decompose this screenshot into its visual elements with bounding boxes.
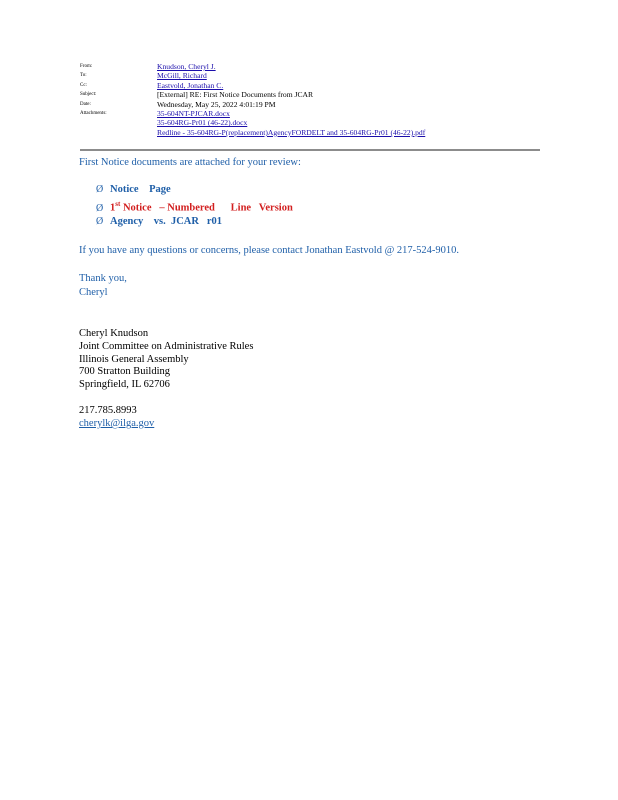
signature-block bbox=[79, 328, 253, 392]
bullet-item bbox=[96, 216, 293, 232]
signature-city: Springfield, IL 62706 bbox=[79, 379, 170, 391]
attachments-row bbox=[80, 109, 540, 137]
thanks-line: Thank you, bbox=[79, 273, 127, 284]
signature-name: Cheryl Knudson bbox=[79, 328, 149, 339]
from-row bbox=[80, 62, 540, 71]
date-label: Date: bbox=[80, 101, 91, 107]
signature-building: 700 Stratton Building bbox=[79, 366, 171, 378]
bullet-item bbox=[96, 184, 293, 200]
bullet-list bbox=[96, 184, 293, 232]
to-row bbox=[80, 71, 540, 80]
to-label: To: bbox=[80, 73, 87, 79]
cc-label: Cc: bbox=[80, 82, 87, 88]
question-text: If you have any questions or concerns, please contact Jonathan Eastvold @ 217-524-9010. bbox=[79, 245, 459, 256]
closing bbox=[79, 272, 127, 299]
bullet-text bbox=[110, 200, 293, 214]
contact-block bbox=[79, 404, 154, 430]
intro-text: First Notice documents are attached for your review: bbox=[79, 157, 301, 168]
date-row bbox=[80, 100, 540, 109]
bullet-text-rest: Notice – Numbered Line Version bbox=[120, 202, 293, 214]
attachment-link[interactable]: Redline - 35-604RG-P(replacement)AgencyFORDELT and 35-604RG-Pr01 (46-22).pdf bbox=[157, 127, 426, 137]
bullet-text: Agency vs. JCAR r01 bbox=[110, 216, 222, 227]
ordinal-suffix: st bbox=[115, 200, 121, 208]
to-link[interactable]: McGill, Richard bbox=[157, 71, 207, 81]
bullet-text: Notice Page bbox=[110, 184, 171, 195]
date-value: Wednesday, May 25, 2022 4:01:19 PM bbox=[157, 99, 276, 109]
ordinal-number: 1 bbox=[110, 202, 116, 214]
subject-label: Subject: bbox=[80, 92, 97, 98]
cc-row bbox=[80, 81, 540, 90]
bullet-arrow-icon: Ø bbox=[96, 184, 104, 195]
signature-org: Joint Committee on Administrative Rules bbox=[79, 340, 254, 352]
subject-row bbox=[80, 90, 540, 99]
signature-phone: 217.785.8993 bbox=[79, 405, 137, 416]
attachment-list bbox=[157, 109, 425, 137]
attachments-label: Attachments: bbox=[80, 111, 107, 117]
attachment-link[interactable]: 35-604NT-PJCAR.docx bbox=[157, 109, 230, 119]
header-divider bbox=[80, 149, 540, 151]
bullet-arrow-icon: Ø bbox=[96, 216, 104, 227]
bullet-item bbox=[96, 200, 293, 216]
email-link[interactable]: cherylk@ilga.gov bbox=[79, 418, 155, 429]
email-header bbox=[80, 62, 540, 137]
subject-value: [External] RE: First Notice Documents from JCAR bbox=[157, 90, 314, 100]
closing-name: Cheryl bbox=[79, 286, 108, 298]
from-link[interactable]: Knudson, Cheryl J. bbox=[157, 62, 216, 71]
bullet-arrow-icon: Ø bbox=[96, 202, 104, 214]
signature-assembly: Illinois General Assembly bbox=[79, 353, 189, 365]
attachment-link[interactable]: 35-604RG-Pr01 (46-22).docx bbox=[157, 118, 248, 128]
cc-link[interactable]: Eastvold, Jonathan C. bbox=[157, 80, 224, 90]
from-label: From: bbox=[80, 64, 93, 69]
